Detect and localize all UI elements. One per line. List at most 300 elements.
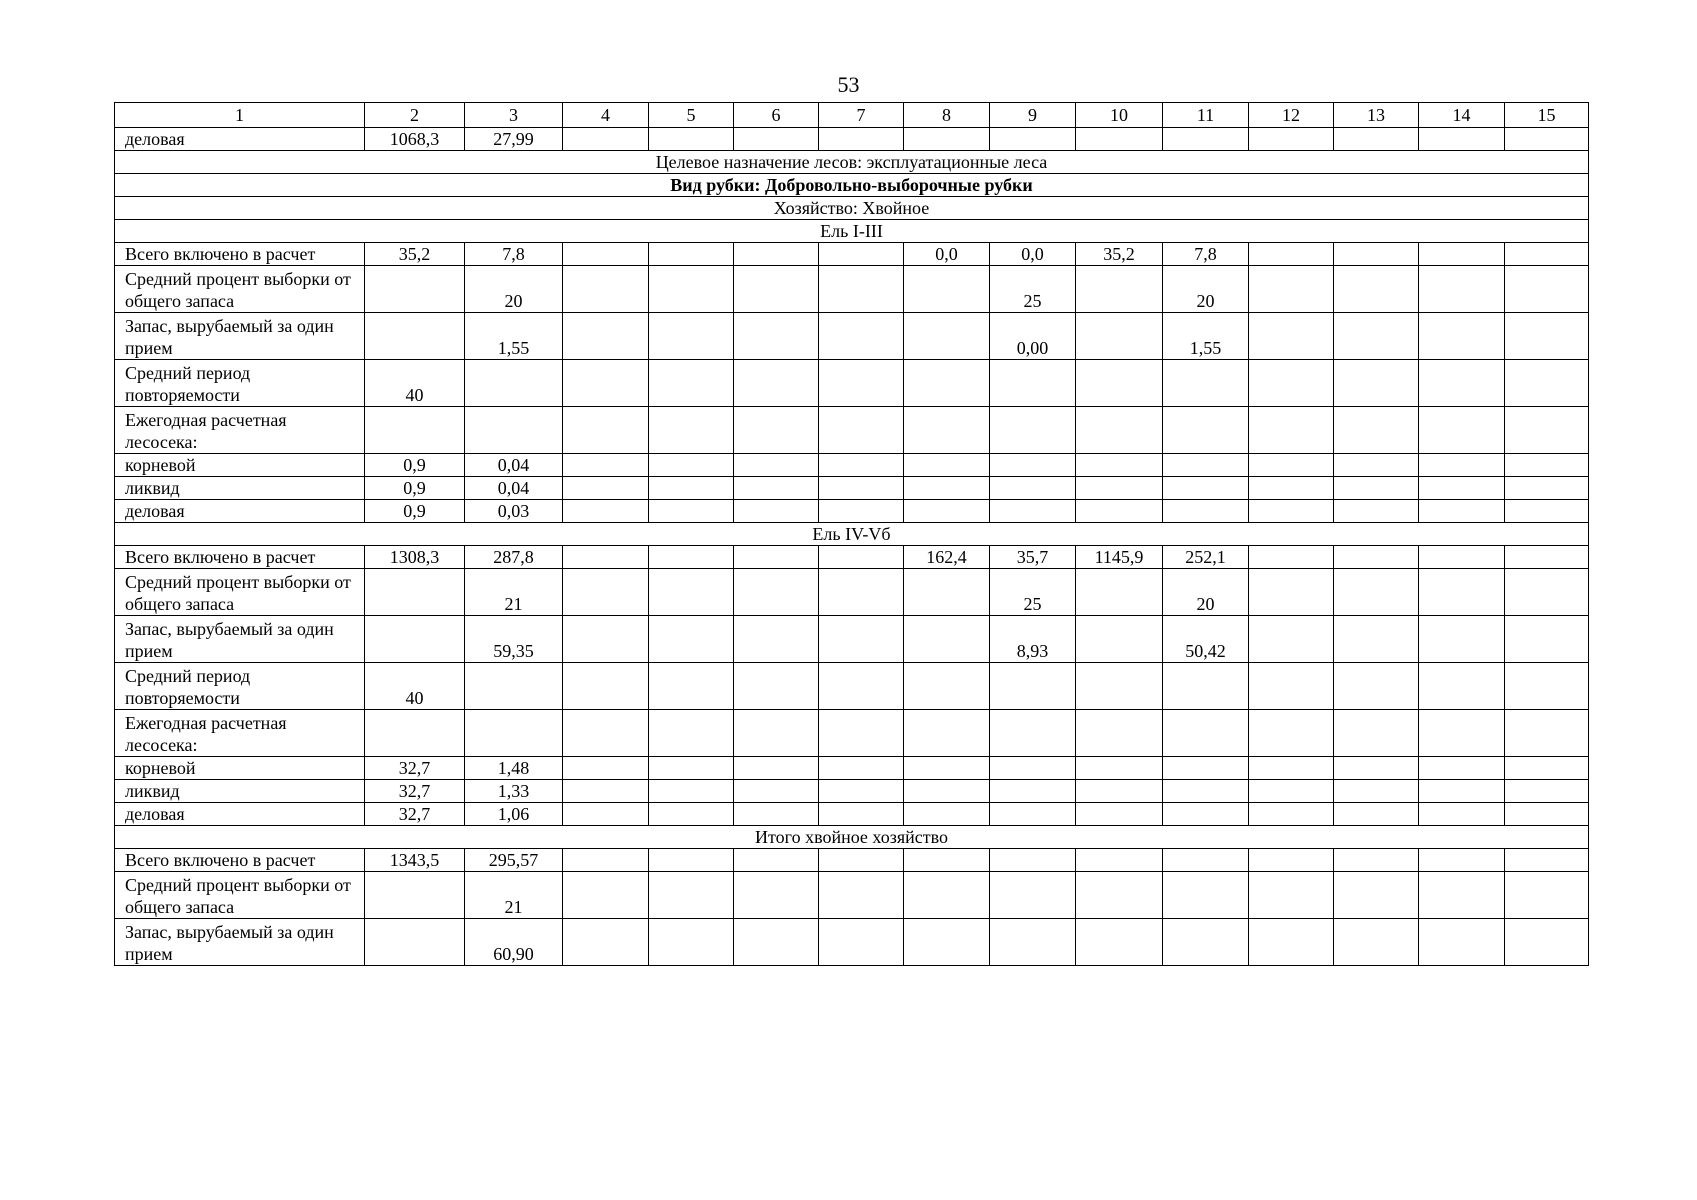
table-cell bbox=[1163, 849, 1249, 872]
table-cell: 20 bbox=[1163, 569, 1249, 616]
table-cell bbox=[819, 616, 904, 663]
section-title: Хозяйство: Хвойное bbox=[115, 197, 1589, 220]
table-cell bbox=[1419, 500, 1505, 523]
table-cell bbox=[1249, 872, 1334, 919]
table-cell bbox=[819, 500, 904, 523]
table-cell bbox=[904, 266, 990, 313]
table-cell bbox=[563, 500, 649, 523]
table-cell bbox=[1334, 616, 1419, 663]
table-cell bbox=[904, 872, 990, 919]
table-cell bbox=[1419, 663, 1505, 710]
table-cell: 7,8 bbox=[465, 243, 563, 266]
table-cell: 35,2 bbox=[1076, 243, 1163, 266]
table-cell: 0,04 bbox=[465, 477, 563, 500]
table-row bbox=[115, 616, 1589, 663]
table-cell bbox=[819, 407, 904, 454]
table-cell bbox=[1419, 919, 1505, 966]
table-cell bbox=[734, 360, 819, 407]
table-cell bbox=[563, 872, 649, 919]
table-cell bbox=[1419, 313, 1505, 360]
table-cell bbox=[1419, 616, 1505, 663]
table-cell bbox=[1249, 710, 1334, 757]
table-cell: 0,04 bbox=[465, 454, 563, 477]
table-cell bbox=[734, 477, 819, 500]
column-number-cell: 13 bbox=[1334, 103, 1419, 128]
table-cell: 1,48 bbox=[465, 757, 563, 780]
table-cell bbox=[1334, 803, 1419, 826]
table-row bbox=[115, 872, 1589, 919]
table-cell: 20 bbox=[465, 266, 563, 313]
forest-harvest-table bbox=[114, 102, 1589, 966]
column-number-cell: 15 bbox=[1505, 103, 1589, 128]
table-cell bbox=[1419, 569, 1505, 616]
table-cell bbox=[563, 757, 649, 780]
table-cell bbox=[649, 919, 734, 966]
table-cell bbox=[1076, 663, 1163, 710]
column-number-cell: 2 bbox=[365, 103, 465, 128]
table-cell bbox=[904, 803, 990, 826]
table-cell bbox=[1505, 872, 1589, 919]
table-row bbox=[115, 663, 1589, 710]
page-number: 53 bbox=[837, 72, 860, 97]
table-cell bbox=[1249, 663, 1334, 710]
table-cell bbox=[819, 780, 904, 803]
table-cell bbox=[1249, 128, 1334, 151]
table-cell bbox=[1505, 477, 1589, 500]
column-number-cell: 6 bbox=[734, 103, 819, 128]
table-cell bbox=[990, 500, 1076, 523]
table-cell bbox=[1249, 803, 1334, 826]
table-cell bbox=[1163, 663, 1249, 710]
column-number-cell: 3 bbox=[465, 103, 563, 128]
table-cell bbox=[649, 616, 734, 663]
table-cell bbox=[990, 780, 1076, 803]
table-cell bbox=[1334, 663, 1419, 710]
table-cell bbox=[365, 872, 465, 919]
column-number-cell: 12 bbox=[1249, 103, 1334, 128]
table-cell bbox=[1076, 849, 1163, 872]
table-cell bbox=[1076, 500, 1163, 523]
table-cell bbox=[465, 663, 563, 710]
table-cell bbox=[1334, 710, 1419, 757]
table-cell bbox=[1076, 128, 1163, 151]
table-cell bbox=[1163, 710, 1249, 757]
table-cell bbox=[1334, 780, 1419, 803]
table-cell bbox=[1334, 872, 1419, 919]
table-cell bbox=[819, 803, 904, 826]
table-cell bbox=[1076, 569, 1163, 616]
table-cell: 1343,5 bbox=[365, 849, 465, 872]
table-cell: 32,7 bbox=[365, 780, 465, 803]
table-cell bbox=[990, 128, 1076, 151]
table-cell: 59,35 bbox=[465, 616, 563, 663]
table-row bbox=[115, 710, 1589, 757]
table-cell bbox=[1163, 128, 1249, 151]
section-header-row bbox=[115, 197, 1589, 220]
column-number-cell: 10 bbox=[1076, 103, 1163, 128]
column-number-cell: 5 bbox=[649, 103, 734, 128]
table-cell bbox=[1419, 243, 1505, 266]
table-cell bbox=[1419, 454, 1505, 477]
table-cell bbox=[990, 872, 1076, 919]
column-number-cell: 7 bbox=[819, 103, 904, 128]
table-cell bbox=[1505, 500, 1589, 523]
row-label-cell: Средний процент выборки от общего запаса bbox=[115, 872, 365, 919]
table-cell bbox=[1249, 243, 1334, 266]
table-row bbox=[115, 128, 1589, 151]
table-row bbox=[115, 757, 1589, 780]
table-cell bbox=[990, 757, 1076, 780]
table-cell bbox=[904, 569, 990, 616]
table-cell bbox=[990, 407, 1076, 454]
table-cell bbox=[734, 243, 819, 266]
table-cell bbox=[904, 780, 990, 803]
table-cell bbox=[734, 663, 819, 710]
table-cell bbox=[365, 569, 465, 616]
table-row bbox=[115, 546, 1589, 569]
table-cell: 1,33 bbox=[465, 780, 563, 803]
table-cell bbox=[904, 477, 990, 500]
table-cell bbox=[365, 313, 465, 360]
table-cell bbox=[649, 849, 734, 872]
table-cell bbox=[365, 710, 465, 757]
table-cell bbox=[734, 313, 819, 360]
section-title: Ель IV-Vб bbox=[115, 523, 1589, 546]
table-cell bbox=[734, 454, 819, 477]
table-cell bbox=[1249, 849, 1334, 872]
table-cell bbox=[563, 128, 649, 151]
table-cell: 295,57 bbox=[465, 849, 563, 872]
table-cell bbox=[990, 454, 1076, 477]
section-header-row bbox=[115, 151, 1589, 174]
table-cell bbox=[1334, 477, 1419, 500]
table-cell bbox=[1334, 128, 1419, 151]
table-cell: 32,7 bbox=[365, 757, 465, 780]
table-cell bbox=[1505, 757, 1589, 780]
table-cell bbox=[365, 266, 465, 313]
table-cell bbox=[819, 710, 904, 757]
table-cell bbox=[1076, 872, 1163, 919]
row-label-cell: Средний процент выборки от общего запаса bbox=[115, 569, 365, 616]
table-cell: 0,03 bbox=[465, 500, 563, 523]
table-cell bbox=[1076, 616, 1163, 663]
table-cell bbox=[734, 710, 819, 757]
section-header-row bbox=[115, 826, 1589, 849]
table-cell: 1145,9 bbox=[1076, 546, 1163, 569]
table-cell bbox=[1505, 919, 1589, 966]
table-cell bbox=[465, 407, 563, 454]
row-label-cell: ликвид bbox=[115, 477, 365, 500]
table-cell bbox=[990, 849, 1076, 872]
row-label-cell: Ежегодная расчетная лесосека: bbox=[115, 710, 365, 757]
row-label-cell: Средний процент выборки от общего запаса bbox=[115, 266, 365, 313]
column-number-cell: 4 bbox=[563, 103, 649, 128]
table-cell bbox=[1505, 710, 1589, 757]
table-cell bbox=[819, 266, 904, 313]
table-cell bbox=[1505, 266, 1589, 313]
table-cell: 1,55 bbox=[1163, 313, 1249, 360]
table-cell bbox=[990, 663, 1076, 710]
row-label-cell: Ежегодная расчетная лесосека: bbox=[115, 407, 365, 454]
table-cell bbox=[1163, 500, 1249, 523]
table-cell bbox=[1419, 546, 1505, 569]
table-cell bbox=[904, 757, 990, 780]
table-cell: 0,00 bbox=[990, 313, 1076, 360]
table-cell bbox=[734, 757, 819, 780]
table-cell bbox=[563, 546, 649, 569]
table-cell bbox=[1334, 407, 1419, 454]
table-cell bbox=[1334, 266, 1419, 313]
table-cell bbox=[1419, 128, 1505, 151]
row-label-cell: Средний период повторяемости bbox=[115, 663, 365, 710]
table-cell bbox=[1334, 454, 1419, 477]
table-cell bbox=[904, 454, 990, 477]
column-number-cell: 11 bbox=[1163, 103, 1249, 128]
table-cell bbox=[1334, 360, 1419, 407]
table-cell bbox=[1505, 780, 1589, 803]
table-cell bbox=[649, 757, 734, 780]
table-cell bbox=[1076, 757, 1163, 780]
table-row bbox=[115, 454, 1589, 477]
table-cell bbox=[1419, 757, 1505, 780]
table-cell bbox=[563, 266, 649, 313]
table-cell bbox=[1163, 477, 1249, 500]
table-cell bbox=[904, 616, 990, 663]
table-cell bbox=[819, 849, 904, 872]
table-cell bbox=[649, 663, 734, 710]
table-row bbox=[115, 313, 1589, 360]
row-label-cell: ликвид bbox=[115, 780, 365, 803]
table-cell bbox=[1334, 849, 1419, 872]
table-cell bbox=[649, 313, 734, 360]
table-cell bbox=[904, 919, 990, 966]
column-number-cell: 9 bbox=[990, 103, 1076, 128]
table-cell bbox=[649, 360, 734, 407]
table-cell bbox=[563, 477, 649, 500]
table-cell bbox=[904, 663, 990, 710]
table-cell: 0,0 bbox=[990, 243, 1076, 266]
table-cell: 40 bbox=[365, 663, 465, 710]
table-cell bbox=[1419, 780, 1505, 803]
table-cell bbox=[465, 360, 563, 407]
table-cell: 1,55 bbox=[465, 313, 563, 360]
table-cell bbox=[1163, 872, 1249, 919]
table-cell bbox=[1249, 919, 1334, 966]
table-cell bbox=[365, 919, 465, 966]
table-row bbox=[115, 919, 1589, 966]
table-cell: 32,7 bbox=[365, 803, 465, 826]
table-cell bbox=[1505, 616, 1589, 663]
table-cell bbox=[819, 313, 904, 360]
table-cell bbox=[1076, 454, 1163, 477]
table-cell bbox=[649, 803, 734, 826]
table-cell bbox=[1419, 710, 1505, 757]
table-cell bbox=[1505, 243, 1589, 266]
table-cell: 252,1 bbox=[1163, 546, 1249, 569]
table-row bbox=[115, 243, 1589, 266]
row-label-cell: Запас, вырубаемый за один прием bbox=[115, 919, 365, 966]
table-cell bbox=[649, 407, 734, 454]
section-header-row bbox=[115, 174, 1589, 197]
table-cell bbox=[1076, 780, 1163, 803]
table-cell bbox=[1334, 546, 1419, 569]
table-cell bbox=[819, 454, 904, 477]
table-cell bbox=[563, 569, 649, 616]
table-cell bbox=[734, 849, 819, 872]
table-cell bbox=[904, 128, 990, 151]
table-cell bbox=[904, 407, 990, 454]
table-cell bbox=[1249, 454, 1334, 477]
table-cell bbox=[1505, 569, 1589, 616]
table-cell bbox=[1249, 407, 1334, 454]
table-cell bbox=[649, 266, 734, 313]
table-cell bbox=[1505, 313, 1589, 360]
table-cell bbox=[904, 710, 990, 757]
table-cell bbox=[990, 803, 1076, 826]
table-cell bbox=[1505, 407, 1589, 454]
table-cell bbox=[734, 569, 819, 616]
table-cell: 8,93 bbox=[990, 616, 1076, 663]
table-cell bbox=[1076, 919, 1163, 966]
table-cell bbox=[734, 407, 819, 454]
row-label-cell: Средний период повторяемости bbox=[115, 360, 365, 407]
table-row bbox=[115, 569, 1589, 616]
table-cell bbox=[904, 313, 990, 360]
table-cell bbox=[1505, 360, 1589, 407]
table-cell bbox=[1076, 313, 1163, 360]
table-cell: 25 bbox=[990, 266, 1076, 313]
section-header-row bbox=[115, 523, 1589, 546]
table-cell bbox=[1076, 360, 1163, 407]
table-cell: 0,9 bbox=[365, 500, 465, 523]
table-cell bbox=[1076, 407, 1163, 454]
table-cell bbox=[1334, 313, 1419, 360]
table-cell: 1068,3 bbox=[365, 128, 465, 151]
table-cell bbox=[649, 243, 734, 266]
table-cell: 50,42 bbox=[1163, 616, 1249, 663]
table-cell: 27,99 bbox=[465, 128, 563, 151]
table-cell bbox=[649, 500, 734, 523]
table-cell bbox=[649, 710, 734, 757]
column-number-cell: 14 bbox=[1419, 103, 1505, 128]
table-cell bbox=[563, 780, 649, 803]
table-cell bbox=[1505, 663, 1589, 710]
table-cell bbox=[734, 803, 819, 826]
row-label-cell: корневой bbox=[115, 454, 365, 477]
table-cell bbox=[1163, 757, 1249, 780]
table-cell bbox=[1163, 407, 1249, 454]
table-cell bbox=[904, 500, 990, 523]
table-cell bbox=[1249, 266, 1334, 313]
table-cell bbox=[1419, 266, 1505, 313]
table-cell bbox=[563, 710, 649, 757]
table-cell bbox=[990, 477, 1076, 500]
table-cell bbox=[1076, 710, 1163, 757]
table-cell bbox=[1249, 477, 1334, 500]
table-cell bbox=[563, 803, 649, 826]
row-label-cell: Запас, вырубаемый за один прием bbox=[115, 616, 365, 663]
table-cell bbox=[734, 500, 819, 523]
table-cell bbox=[904, 849, 990, 872]
table-cell bbox=[990, 710, 1076, 757]
table-row bbox=[115, 477, 1589, 500]
table-cell bbox=[1505, 803, 1589, 826]
table-cell: 40 bbox=[365, 360, 465, 407]
table-cell bbox=[1419, 477, 1505, 500]
table-row bbox=[115, 780, 1589, 803]
table-cell bbox=[904, 360, 990, 407]
row-label-cell: деловая bbox=[115, 128, 365, 151]
table-cell bbox=[649, 569, 734, 616]
table-cell bbox=[1076, 477, 1163, 500]
table-cell bbox=[1419, 407, 1505, 454]
table-cell bbox=[649, 780, 734, 803]
table-cell bbox=[1163, 780, 1249, 803]
table-cell bbox=[734, 266, 819, 313]
section-header-row bbox=[115, 220, 1589, 243]
row-label-cell: Запас, вырубаемый за один прием bbox=[115, 313, 365, 360]
table-cell bbox=[563, 243, 649, 266]
table-cell bbox=[1505, 546, 1589, 569]
table-cell bbox=[1249, 360, 1334, 407]
table-row bbox=[115, 849, 1589, 872]
table-cell bbox=[819, 872, 904, 919]
table-cell bbox=[990, 360, 1076, 407]
table-cell bbox=[1334, 569, 1419, 616]
table-cell bbox=[1419, 803, 1505, 826]
table-cell: 162,4 bbox=[904, 546, 990, 569]
table-cell: 1308,3 bbox=[365, 546, 465, 569]
column-number-cell: 1 bbox=[115, 103, 365, 128]
table-cell bbox=[649, 454, 734, 477]
table-cell bbox=[563, 360, 649, 407]
table-cell: 0,9 bbox=[365, 454, 465, 477]
row-label-cell: Всего включено в расчет bbox=[115, 849, 365, 872]
table-cell bbox=[649, 477, 734, 500]
table-cell: 35,7 bbox=[990, 546, 1076, 569]
table-row bbox=[115, 803, 1589, 826]
section-title: Вид рубки: Добровольно-выборочные рубки bbox=[115, 174, 1589, 197]
table-cell: 0,9 bbox=[365, 477, 465, 500]
table-cell bbox=[1334, 243, 1419, 266]
section-title: Целевое назначение лесов: эксплуатационные леса bbox=[115, 151, 1589, 174]
table-cell bbox=[1419, 849, 1505, 872]
table-cell bbox=[990, 919, 1076, 966]
row-label-cell: корневой bbox=[115, 757, 365, 780]
table-cell bbox=[1249, 757, 1334, 780]
table-row bbox=[115, 266, 1589, 313]
table-cell bbox=[1163, 919, 1249, 966]
table-cell bbox=[819, 546, 904, 569]
table-cell bbox=[1505, 454, 1589, 477]
column-number-cell: 8 bbox=[904, 103, 990, 128]
section-title: Ель I-III bbox=[115, 220, 1589, 243]
table-cell bbox=[819, 757, 904, 780]
table-cell bbox=[1419, 872, 1505, 919]
table-cell: 21 bbox=[465, 872, 563, 919]
table-cell bbox=[649, 872, 734, 919]
table-cell bbox=[819, 243, 904, 266]
row-label-cell: деловая bbox=[115, 500, 365, 523]
table-cell bbox=[1249, 569, 1334, 616]
table-cell bbox=[1249, 780, 1334, 803]
table-cell bbox=[1163, 803, 1249, 826]
table-cell bbox=[563, 313, 649, 360]
table-cell bbox=[1505, 128, 1589, 151]
table-cell bbox=[734, 780, 819, 803]
table-cell bbox=[1163, 360, 1249, 407]
table-cell: 7,8 bbox=[1163, 243, 1249, 266]
